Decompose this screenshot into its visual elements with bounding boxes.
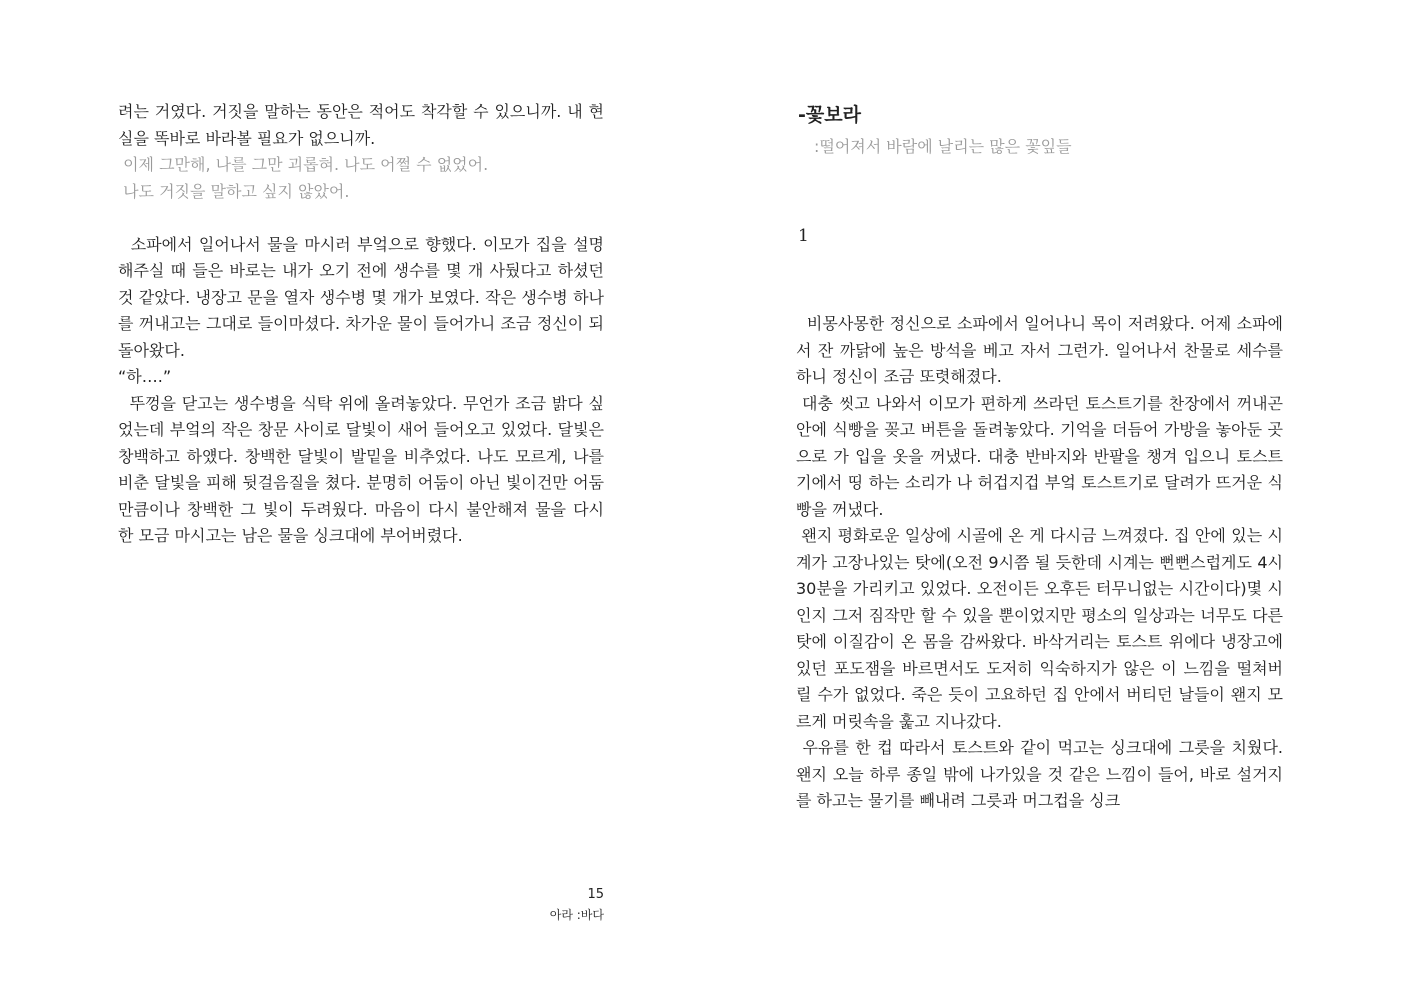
body-paragraph: 비몽사몽한 정신으로 소파에서 일어나니 목이 저려왔다. 어제 소파에서 잔 까닭에 높은 방석을 베고 자서 그런가. 일어나서 찬물로 세수를 하니 정신이 조금 또렷해졌다. (796, 314, 1289, 386)
section-number: 1 (798, 226, 809, 246)
right-page-body (796, 311, 1289, 815)
left-page-body (118, 99, 610, 550)
body-paragraph: 려는 거였다. 거짓을 말하는 동안은 적어도 착각할 수 있으니까. 내 현실을 똑바로 바라볼 필요가 없으니까. (118, 102, 604, 148)
body-paragraph: 우유를 한 컵 따라서 토스트와 같이 먹고는 싱크대에 그릇을 치웠다. 왠지 오늘 하루 종일 밖에 나가있을 것 같은 느낌이 들어, 바로 설거지를 하고는 물기를 빼내려 그릇과 머그컵을 싱크 (796, 738, 1289, 810)
running-footer: 아라 :바다 (549, 908, 604, 922)
body-paragraph: 소파에서 일어나서 물을 마시러 부엌으로 향했다. 이모가 집을 설명해주실 때 들은 바로는 내가 오기 전에 생수를 몇 개 사뒀다고 하셨던 것 같았다. 냉장고 문을 열자 생수병 몇 개가 보였다. 작은 생수병 하나를 꺼내고는 그대로 들이마셨다. 차가운 물이 들어가니 조금 정신이 되돌아왔다. (118, 234, 610, 360)
body-paragraph-dialogue: “하….” (118, 367, 172, 386)
body-paragraph: 대충 씻고 나와서 이모가 편하게 쓰라던 토스트기를 찬장에서 꺼내곤 안에 식빵을 꽂고 버튼을 돌려놓았다. 기억을 더듬어 가방을 놓아둔 곳으로 가 입을 옷을 꺼냈다. 대충 반바지와 반팔을 챙겨 입으니 토스트기에서 띵 하는 소리가 나 허겁지겁 부엌 토스트기로 달려가 뜨거운 식빵을 꺼냈다. (796, 393, 1289, 519)
page-number: 15 (587, 887, 604, 902)
body-paragraph-dialogue: 나도 거짓을 말하고 싶지 않았어. (118, 181, 350, 201)
body-paragraph: 뚜껑을 닫고는 생수병을 식탁 위에 올려놓았다. 무언가 조금 밝다 싶었는데 부엌의 작은 창문 사이로 달빛이 새어 들어오고 있었다. 달빛은 창백하고 하얬다. 창백한 달빛이 발밑을 비추었다. 나도 모르게, 나를 비춘 달빛을 피해 뒷걸음질을 쳤다. 분명히 어둠이 아닌 빛이건만 어둠만큼이나 창백한 그 빛이 두려웠다. 마음이 다시 불안해져 물을 다시 한 모금 마시고는 남은 물을 싱크대에 부어버렸다. (118, 393, 610, 545)
chapter-title: -꽃보라 (798, 104, 861, 126)
body-paragraph: 왠지 평화로운 일상에 시골에 온 게 다시금 느껴졌다. 집 안에 있는 시계가 고장나있는 탓에(오전 9시쯤 될 듯한데 시계는 뻔뻔스럽게도 4시 30분을 가리키고 있었다. 오전이든 오후든 터무니없는 시간이다)몇 시인지 그저 짐작만 할 수 있을 뿐이었지만 평소의 일상과는 너무도 다른 탓에 이질감이 온 몸을 감싸왔다. 바삭거리는 토스트 위에다 냉장고에 있던 포도잼을 바르면서도 도저히 익숙하지가 않은 이 느낌을 떨쳐버릴 수가 없었다. 죽은 듯이 고요하던 집 안에서 버티던 날들이 왠지 모르게 머릿속을 훑고 지나갔다. (796, 526, 1289, 731)
chapter-subtitle: :떨어져서 바람에 날리는 많은 꽃잎들 (814, 137, 1072, 156)
paragraph-spacer (118, 205, 604, 232)
left-page (0, 0, 701, 992)
right-page (701, 0, 1403, 992)
body-paragraph-dialogue: 이제 그만해, 나를 그만 괴롭혀. 나도 어쩔 수 없었어. (118, 155, 489, 174)
